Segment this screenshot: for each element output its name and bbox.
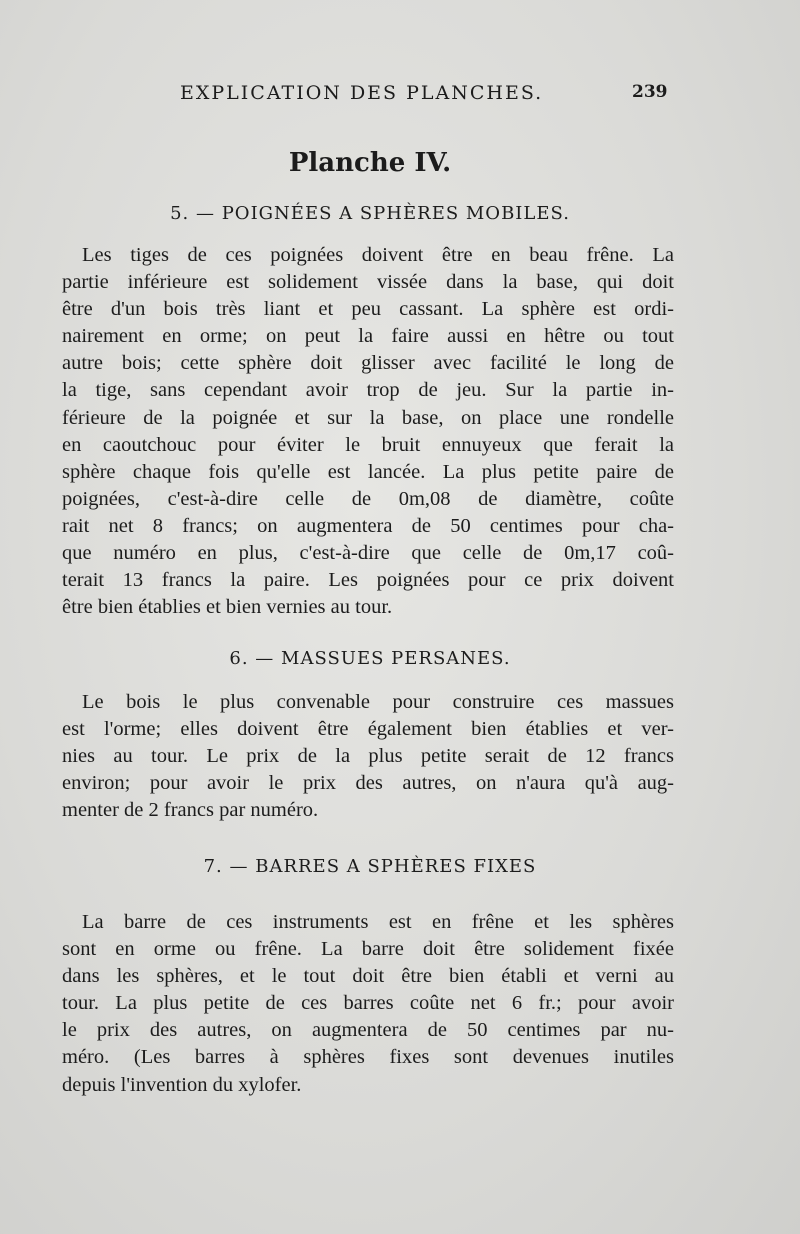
plate-title: Planche IV.: [288, 148, 452, 178]
text-line: est l'orme; elles doivent être également bien établies et ver-: [62, 718, 674, 741]
text-line: être bien établies et bien vernies au tour.: [62, 596, 393, 619]
paragraph-section-6: [62, 689, 674, 824]
text-line: nies au tour. Le prix de la plus petite serait de 12 francs: [62, 745, 674, 768]
text-line: menter de 2 francs par numéro.: [62, 799, 319, 822]
text-line: poignées, c'est-à-dire celle de 0m,08 de diamètre, coûte: [62, 487, 674, 510]
paragraph-section-5: [62, 242, 674, 621]
paragraph-section-7: [62, 909, 674, 1099]
section-heading-5: 5. — POIGNÉES A SPHÈRES MOBILES.: [170, 203, 570, 224]
text-line: le prix des autres, on augmentera de 50 centimes par nu-: [62, 1019, 674, 1042]
text-line: être d'un bois très liant et peu cassant. La sphère est ordi-: [62, 298, 674, 321]
text-line: Les tiges de ces poignées doivent être en beau frêne. La: [82, 244, 674, 266]
text-line: en caoutchouc pour éviter le bruit ennuyeux que ferait la: [62, 433, 674, 456]
text-line: dans les sphères, et le tout doit être bien établi et verni au: [62, 965, 674, 988]
text-line: depuis l'invention du xylofer.: [62, 1073, 302, 1096]
text-line: que numéro en plus, c'est-à-dire que celle de 0m,17 coû-: [62, 542, 674, 565]
text-line: environ; pour avoir le prix des autres, on n'aura qu'à aug-: [62, 772, 674, 795]
text-line: tour. La plus petite de ces barres coûte net 6 fr.; pour avoir: [62, 992, 674, 1015]
text-line: La barre de ces instruments est en frêne et les sphères: [82, 911, 674, 933]
page-number: 239: [632, 82, 668, 102]
section-heading-6: 6. — MASSUES PERSANES.: [229, 648, 511, 669]
section-heading-7: 7. — BARRES A SPHÈRES FIXES: [203, 856, 537, 877]
text-line: terait 13 francs la paire. Les poignées pour ce prix doivent: [62, 569, 674, 592]
text-line: partie inférieure est solidement vissée dans la base, qui doit: [62, 271, 674, 294]
text-line: Le bois le plus convenable pour construire ces massues: [82, 691, 674, 713]
text-line: nairement en orme; on peut la faire aussi en hêtre ou tout: [62, 325, 674, 348]
text-line: méro. (Les barres à sphères fixes sont devenues inutiles: [62, 1046, 674, 1069]
text-line: sphère chaque fois qu'elle est lancée. La plus petite paire de: [62, 460, 674, 483]
running-title: EXPLICATION DES PLANCHES.: [180, 82, 544, 104]
text-line: la tige, sans cependant avoir trop de jeu. Sur la partie in-: [62, 379, 674, 402]
text-line: rait net 8 francs; on augmentera de 50 centimes pour cha-: [62, 514, 674, 537]
text-line: sont en orme ou frêne. La barre doit être solidement fixée: [62, 938, 674, 961]
text-line: autre bois; cette sphère doit glisser avec facilité le long de: [62, 352, 674, 375]
text-line: férieure de la poignée et sur la base, on place une rondelle: [62, 406, 674, 429]
